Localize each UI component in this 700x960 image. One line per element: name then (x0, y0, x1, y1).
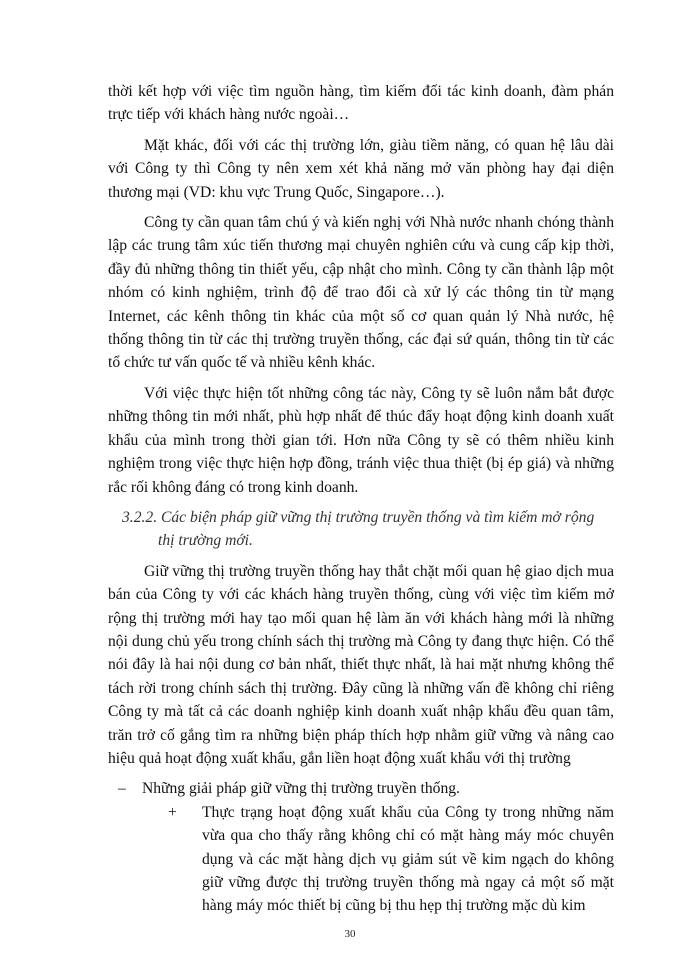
paragraph-4: Với việc thực hiện tốt những công tác này, Công ty sẽ luôn nắm bắt được những thông tin mới nhất, phù hợp nhất để thúc đẩy hoạt động kinh doanh xuất khẩu của mình trong thời gian tới. Hơn nữa Công ty sẽ có thêm nhiều kinh nghiệm trong việc thực hiện hợp đồng, tránh việc thua thiệt (bị ép giá) và những rắc rối không đáng có trong kinh doanh. (108, 384, 614, 496)
document-body (108, 80, 614, 918)
paragraph-3: Công ty cần quan tâm chú ý và kiến nghị với Nhà nước nhanh chóng thành lập các trung tâm xúc tiến thương mại chuyên nghiên cứu và cung cấp kịp thời, đầy đủ những thông tin thiết yếu, cập nhật cho mình. Công ty cần thành lập một nhóm có kinh nghiệm, trình độ để trao đổi cà xử lý các thông tin từ mạng Internet, các kênh thông tin khác của một số cơ quan quản lý Nhà nước, hệ thống thông tin từ các thị trường truyền thống, các đại sứ quán, thông tin từ các tổ chức tư vấn quốc tế và nhiều kênh khác. (108, 214, 614, 372)
plus-list-text: Thực trạng hoạt động xuất khẩu của Công ty trong những năm vừa qua cho thấy rằng không chỉ có mặt hàng máy móc chuyên dụng và các mặt hàng dịch vụ giảm sút về kim ngạch do không giữ vững được thị trường truyền thống mà ngay cả một số mặt hàng máy móc thiết bị cũng bị thu hẹp thị trường mặc dù kim (202, 803, 614, 915)
section-heading: 3.2.2. Các biện pháp giữ vững thị trường truyền thống và tìm kiếm mở rộng thị trường mới. (122, 508, 595, 550)
page-number: 30 (344, 928, 356, 940)
plus-list-item (108, 801, 614, 918)
plus-marker: + (168, 803, 177, 821)
paragraph-2: Mặt khác, đối với các thị trường lớn, giàu tiềm năng, có quan hệ lâu dài với Công ty thì Công ty nên xem xét khả năng mở văn phòng hay đại diện thương mại (VD: khu vực Trung Quốc, Singapore…). (108, 136, 614, 201)
dash-list-item (108, 777, 614, 800)
paragraph-1: thời kết hợp với việc tìm nguồn hàng, tìm kiếm đối tác kinh doanh, đàm phán trực tiếp với khách hàng nước ngoài… (108, 83, 614, 124)
dash-marker: – (118, 780, 126, 798)
paragraph-5: Giữ vững thị trường truyền thống hay thắt chặt mối quan hệ giao dịch mua bán của Công ty với các khách hàng truyền thống, cùng với việc tìm kiếm mở rộng thị trường mới hay tạo mối quan hệ làm ăn với khách hàng mới là những nội dung chủ yếu trong chính sách thị trường mà Công ty đang thực hiện. Có thể nói đây là hai nội dung cơ bản nhất, thiết thực nhất, là hai mặt nhưng không thể tách rời trong chính sách thị trường. Đây cũng là những vấn đề không chỉ riêng Công ty mà tất cả các doanh nghiệp kinh doanh xuất nhập khẩu đều quan tâm, trăn trở cố gắng tìm ra những biện pháp thích hợp nhằm giữ vững và nâng cao hiệu quả hoạt động xuất khẩu, gắn liền hoạt động xuất khẩu với thị trường (108, 562, 614, 767)
dash-list-text: Những giải pháp giữ vững thị trường truyền thống. (142, 780, 460, 798)
